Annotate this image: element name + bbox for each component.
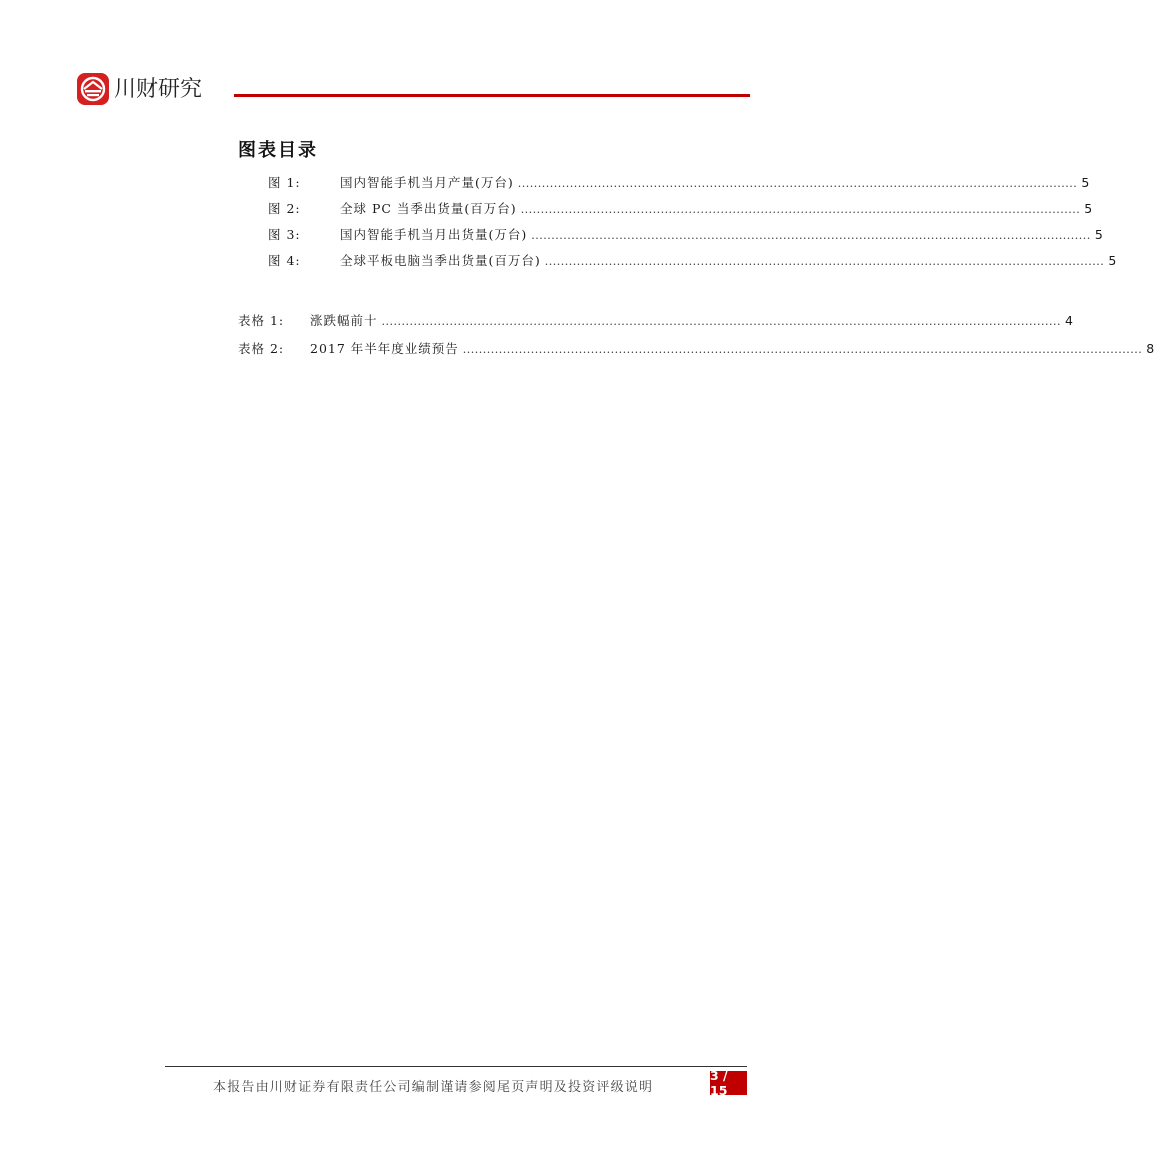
figure-title: 国内智能手机当月出货量(万台) xyxy=(340,227,528,242)
dot-leader: ............................................................................................................................................ xyxy=(520,203,1081,216)
toc-table-entry[interactable] xyxy=(238,312,1073,340)
toc-figure-entry[interactable] xyxy=(268,252,1117,278)
figure-title: 国内智能手机当月产量(万台) xyxy=(340,175,514,190)
table-list xyxy=(238,312,1154,368)
figure-number: 图 4: xyxy=(268,253,301,268)
page-header xyxy=(0,0,827,110)
figure-title: 全球平板电脑当季出货量(百万台) xyxy=(340,253,541,268)
figure-number: 图 2: xyxy=(268,201,301,216)
figure-number: 图 1: xyxy=(268,175,301,190)
page-number: 5 xyxy=(1084,201,1093,216)
brand-name: 川财研究 xyxy=(114,77,203,102)
table-title: 2017 年半年度业绩预告 xyxy=(310,341,459,356)
table-number: 表格 1: xyxy=(238,313,285,328)
brand-logo-icon xyxy=(77,73,109,105)
page-number: 5 xyxy=(1081,175,1090,190)
figure-title: 全球 PC 当季出货量(百万台) xyxy=(340,201,517,216)
dot-leader: ............................................................................................................................................ xyxy=(517,177,1078,190)
toc-table-entry[interactable] xyxy=(238,340,1154,368)
table-number: 表格 2: xyxy=(238,341,285,356)
figure-list xyxy=(268,174,1117,278)
toc-figure-entry[interactable] xyxy=(268,174,1090,200)
dot-leader: .......................................................................................................................................................................... xyxy=(381,315,1061,328)
figure-number: 图 3: xyxy=(268,227,301,242)
table-title: 涨跌幅前十 xyxy=(310,313,378,328)
page-number: 5 xyxy=(1094,227,1103,242)
dot-leader: ............................................................................................................................................ xyxy=(544,255,1105,268)
page-indicator: 3 / 15 xyxy=(710,1071,747,1095)
footer-divider xyxy=(165,1066,747,1067)
header-divider xyxy=(234,94,750,97)
toc-title: 图表目录 xyxy=(238,140,318,161)
page-number: 4 xyxy=(1064,313,1073,328)
footer-disclaimer: 本报告由川财证券有限责任公司编制谨请参阅尾页声明及投资评级说明 xyxy=(213,1080,654,1095)
dot-leader: ............................................................................................................................................ xyxy=(531,229,1091,242)
toc-figure-entry[interactable] xyxy=(268,226,1103,252)
toc-figure-entry[interactable] xyxy=(268,200,1093,226)
dot-leader: .......................................................................................................................................................................... xyxy=(462,343,1143,356)
page-number: 5 xyxy=(1108,253,1117,268)
page-number: 8 xyxy=(1146,341,1154,356)
